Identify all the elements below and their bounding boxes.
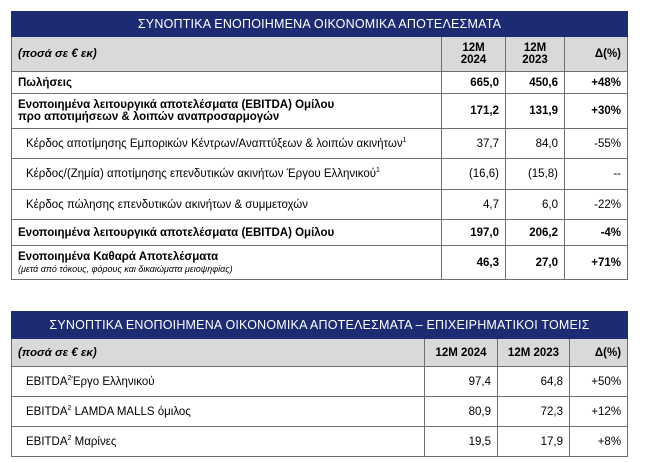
value-2023: 6,0 — [506, 190, 565, 220]
value-delta: -- — [565, 159, 628, 190]
value-2024: 37,7 — [442, 129, 506, 159]
value-2023: 72,3 — [498, 397, 570, 427]
row-label: EBITDA$^2$Έργο Ελληνικού — [12, 367, 425, 397]
row-label: Κέρδος αποτίμησης Εμπορικών Κέντρων/Αναπτύξεων & λοιπών ακινήτων$^1$ — [12, 129, 442, 159]
row-label: Ενοποιημένα λειτουργικά αποτελέσματα (EBITDA) Ομίλου — [12, 220, 442, 246]
value-delta: +71% — [565, 246, 628, 280]
value-2023: 17,9 — [498, 427, 570, 457]
value-2024: (16,6) — [442, 159, 506, 190]
value-2024: 197,0 — [442, 220, 506, 246]
value-2024: 665,0 — [442, 72, 506, 94]
segments-table — [11, 311, 628, 457]
value-2024: 4,7 — [442, 190, 506, 220]
table-row — [12, 220, 628, 246]
value-delta: +30% — [565, 94, 628, 129]
value-2023: 64,8 — [498, 367, 570, 397]
table-row — [12, 72, 628, 94]
row-label: Κέρδος πώλησης επενδυτικών ακινήτων & συμμετοχών — [12, 190, 442, 220]
table-row — [12, 129, 628, 159]
value-2023: 27,0 — [506, 246, 565, 280]
value-2024: 171,2 — [442, 94, 506, 129]
value-2024: 19,5 — [425, 427, 498, 457]
row-label: EBITDA$^2$ LAMDA MALLS όμιλος — [12, 397, 425, 427]
table-row — [12, 159, 628, 190]
row-label: Κέρδος/(Ζημία) αποτίμησης επενδυτικών ακινήτων Έργου Ελληνικού$^1$ — [12, 159, 442, 190]
value-delta: +48% — [565, 72, 628, 94]
value-delta: +50% — [570, 367, 628, 397]
value-delta: -22% — [565, 190, 628, 220]
column-header-2023: 12M 2023 — [506, 37, 565, 72]
units-label: (ποσά σε € εκ) — [12, 339, 425, 367]
summary-results-table — [11, 11, 628, 280]
value-delta: -4% — [565, 220, 628, 246]
value-2023: 84,0 — [506, 129, 565, 159]
value-delta: +8% — [570, 427, 628, 457]
value-2024: 80,9 — [425, 397, 498, 427]
value-2023: 450,6 — [506, 72, 565, 94]
row-note: (μετά από τόκους, φόρους και δικαιώματα μειοψηφίας) — [18, 264, 233, 274]
value-2023: (15,8) — [506, 159, 565, 190]
row-label: Πωλήσεις — [12, 72, 442, 94]
table-row — [12, 246, 628, 280]
column-header-2023: 12M 2023 — [498, 339, 570, 367]
value-2024: 97,4 — [425, 367, 498, 397]
value-2023: 131,9 — [506, 94, 565, 129]
column-header-delta: Δ(%) — [570, 339, 628, 367]
table-row — [12, 94, 628, 129]
value-delta: -55% — [565, 129, 628, 159]
row-label: Ενοποιημένα Καθαρά Αποτελέσματα (μετά από τόκους, φόρους και δικαιώματα μειοψηφίας) — [12, 246, 442, 280]
value-delta: +12% — [570, 397, 628, 427]
table-row — [12, 427, 628, 457]
table-title: ΣΥΝΟΠΤΙΚΑ ΕΝΟΠΟΙΗΜΕΝΑ ΟΙΚΟΝΟΜΙΚΑ ΑΠΟΤΕΛΕΣΜΑΤΑ — [12, 12, 628, 37]
table-row — [12, 397, 628, 427]
column-header-2024: 12M 2024 — [425, 339, 498, 367]
column-header-delta: Δ(%) — [565, 37, 628, 72]
value-2023: 206,2 — [506, 220, 565, 246]
value-2024: 46,3 — [442, 246, 506, 280]
units-label: (ποσά σε € εκ) — [12, 37, 442, 72]
table-row — [12, 367, 628, 397]
row-label: EBITDA$^2$ Μαρίνες — [12, 427, 425, 457]
table-row — [12, 190, 628, 220]
table-title: ΣΥΝΟΠΤΙΚΑ ΕΝΟΠΟΙΗΜΕΝΑ ΟΙΚΟΝΟΜΙΚΑ ΑΠΟΤΕΛΕΣΜΑΤΑ – ΕΠΙΧΕΙΡΗΜΑΤΙΚΟΙ ΤΟΜΕΙΣ — [12, 312, 628, 339]
column-header-2024: 12M 2024 — [442, 37, 506, 72]
row-label: Ενοποιημένα λειτουργικά αποτελέσματα (EBITDA) Ομίλου προ αποτιμήσεων & λοιπών αναπροσαρμογών — [12, 94, 442, 129]
